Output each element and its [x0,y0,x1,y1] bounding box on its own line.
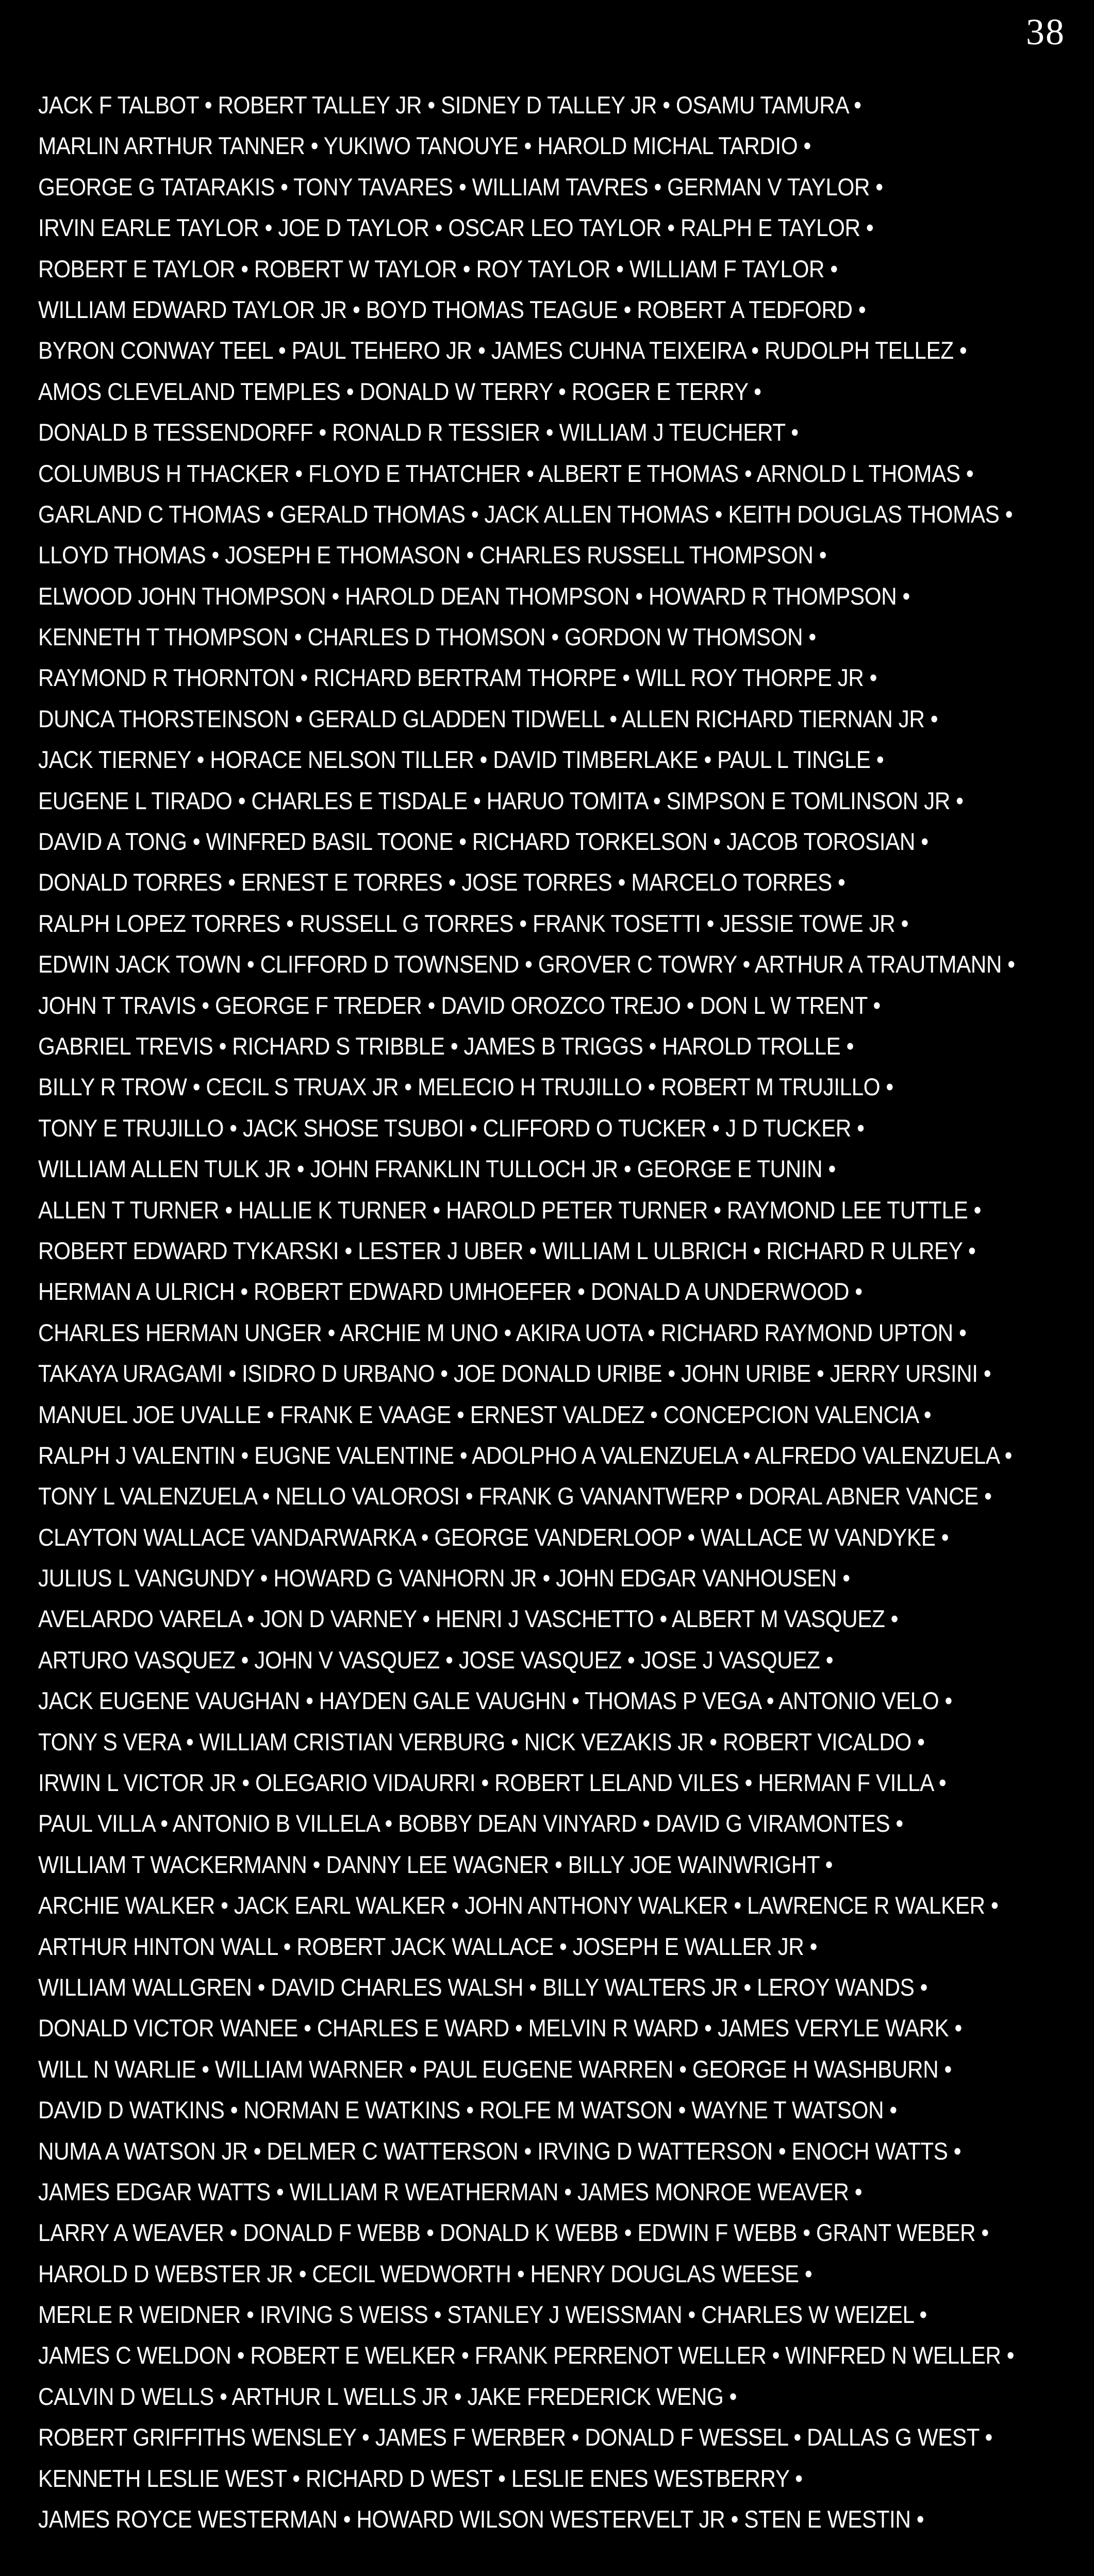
name-line: DONALD TORRES • ERNEST E TORRES • JOSE TORRES • MARCELO TORRES • [38,868,846,896]
name-line: IRVIN EARLE TAYLOR • JOE D TAYLOR • OSCAR LEO TAYLOR • RALPH E TAYLOR • [38,214,874,242]
name-line: ROBERT EDWARD TYKARSKI • LESTER J UBER • WILLIAM L ULBRICH • RICHARD R ULREY • [38,1236,976,1264]
name-line: AVELARDO VARELA • JON D VARNEY • HENRI J VASCHETTO • ALBERT M VASQUEZ • [38,1605,899,1633]
name-line: DONALD VICTOR WANEE • CHARLES E WARD • MELVIN R WARD • JAMES VERYLE WARK • [38,2014,962,2042]
name-line: AMOS CLEVELAND TEMPLES • DONALD W TERRY • ROGER E TERRY • [38,377,761,405]
name-line: JAMES EDGAR WATTS • WILLIAM R WEATHERMAN • JAMES MONROE WEAVER • [38,2178,863,2205]
name-line: WILLIAM WALLGREN • DAVID CHARLES WALSH • BILLY WALTERS JR • LEROY WANDS • [38,1973,928,2001]
name-line: DAVID A TONG • WINFRED BASIL TOONE • RICHARD TORKELSON • JACOB TOROSIAN • [38,828,929,856]
names-list [38,85,1090,2539]
name-line: JACK F TALBOT • ROBERT TALLEY JR • SIDNEY D TALLEY JR • OSAMU TAMURA • [38,91,861,119]
name-line: DAVID D WATKINS • NORMAN E WATKINS • ROLFE M WATSON • WAYNE T WATSON • [38,2096,897,2124]
name-line: WILL N WARLIE • WILLIAM WARNER • PAUL EUGENE WARREN • GEORGE H WASHBURN • [38,2055,952,2083]
name-line: TONY S VERA • WILLIAM CRISTIAN VERBURG • NICK VEZAKIS JR • ROBERT VICALDO • [38,1728,925,1755]
name-line: ARTHUR HINTON WALL • ROBERT JACK WALLACE • JOSEPH E WALLER JR • [38,1932,818,1960]
name-line: ROBERT GRIFFITHS WENSLEY • JAMES F WERBER • DONALD F WESSEL • DALLAS G WEST • [38,2423,992,2451]
name-line: IRWIN L VICTOR JR • OLEGARIO VIDAURRI • ROBERT LELAND VILES • HERMAN F VILLA • [38,1769,947,1797]
name-line: TONY E TRUJILLO • JACK SHOSE TSUBOI • CLIFFORD O TUCKER • J D TUCKER • [38,1114,865,1142]
name-line: CLAYTON WALLACE VANDARWARKA • GEORGE VANDERLOOP • WALLACE W VANDYKE • [38,1523,949,1551]
name-line: PAUL VILLA • ANTONIO B VILLELA • BOBBY DEAN VINYARD • DAVID G VIRAMONTES • [38,1810,903,1837]
page-number: 38 [1026,11,1065,53]
name-line: EUGENE L TIRADO • CHARLES E TISDALE • HARUO TOMITA • SIMPSON E TOMLINSON JR • [38,787,964,814]
name-line: DONALD B TESSENDORFF • RONALD R TESSIER • WILLIAM J TEUCHERT • [38,419,799,446]
name-line: JOHN T TRAVIS • GEORGE F TREDER • DAVID OROZCO TREJO • DON L W TRENT • [38,991,881,1019]
name-line: MARLIN ARTHUR TANNER • YUKIWO TANOUYE • HAROLD MICHAL TARDIO • [38,132,811,160]
name-line: ALLEN T TURNER • HALLIE K TURNER • HAROLD PETER TURNER • RAYMOND LEE TUTTLE • [38,1196,982,1224]
name-line: WILLIAM ALLEN TULK JR • JOHN FRANKLIN TULLOCH JR • GEORGE E TUNIN • [38,1155,836,1183]
name-line: LLOYD THOMAS • JOSEPH E THOMASON • CHARLES RUSSELL THOMPSON • [38,541,827,569]
name-line: ELWOOD JOHN THOMPSON • HAROLD DEAN THOMPSON • HOWARD R THOMPSON • [38,582,910,610]
name-line: JACK TIERNEY • HORACE NELSON TILLER • DAVID TIMBERLAKE • PAUL L TINGLE • [38,746,884,774]
name-line: JAMES C WELDON • ROBERT E WELKER • FRANK PERRENOT WELLER • WINFRED N WELLER • [38,2341,1015,2369]
name-line: BILLY R TROW • CECIL S TRUAX JR • MELECIO H TRUJILLO • ROBERT M TRUJILLO • [38,1073,893,1101]
name-line: RAYMOND R THORNTON • RICHARD BERTRAM THORPE • WILL ROY THORPE JR • [38,664,877,692]
name-line: NUMA A WATSON JR • DELMER C WATTERSON • IRVING D WATTERSON • ENOCH WATTS • [38,2137,962,2165]
name-line: WILLIAM EDWARD TAYLOR JR • BOYD THOMAS TEAGUE • ROBERT A TEDFORD • [38,295,866,323]
name-line: WILLIAM T WACKERMANN • DANNY LEE WAGNER • BILLY JOE WAINWRIGHT • [38,1850,833,1878]
name-line: ROBERT E TAYLOR • ROBERT W TAYLOR • ROY TAYLOR • WILLIAM F TAYLOR • [38,255,838,282]
name-line: TONY L VALENZUELA • NELLO VALOROSI • FRANK G VANANTWERP • DORAL ABNER VANCE • [38,1482,992,1510]
name-line: EDWIN JACK TOWN • CLIFFORD D TOWNSEND • GROVER C TOWRY • ARTHUR A TRAUTMANN • [38,950,1015,978]
name-line: JULIUS L VANGUNDY • HOWARD G VANHORN JR • JOHN EDGAR VANHOUSEN • [38,1564,850,1592]
name-line: RALPH LOPEZ TORRES • RUSSELL G TORRES • FRANK TOSETTI • JESSIE TOWE JR • [38,909,908,937]
name-line: BYRON CONWAY TEEL • PAUL TEHERO JR • JAMES CUHNA TEIXEIRA • RUDOLPH TELLEZ • [38,337,967,364]
name-line: KENNETH T THOMPSON • CHARLES D THOMSON • GORDON W THOMSON • [38,623,816,651]
name-line: RALPH J VALENTIN • EUGNE VALENTINE • ADOLPHO A VALENZUELA • ALFREDO VALENZUELA • [38,1441,1012,1469]
name-line: GARLAND C THOMAS • GERALD THOMAS • JACK ALLEN THOMAS • KEITH DOUGLAS THOMAS • [38,500,1013,528]
name-line: ARTURO VASQUEZ • JOHN V VASQUEZ • JOSE VASQUEZ • JOSE J VASQUEZ • [38,1646,834,1674]
name-line: LARRY A WEAVER • DONALD F WEBB • DONALD K WEBB • EDWIN F WEBB • GRANT WEBER • [38,2219,989,2247]
name-line: KENNETH LESLIE WEST • RICHARD D WEST • LESLIE ENES WESTBERRY • [38,2464,803,2492]
name-line: DUNCA THORSTEINSON • GERALD GLADDEN TIDWELL • ALLEN RICHARD TIERNAN JR • [38,705,938,732]
name-line: MERLE R WEIDNER • IRVING S WEISS • STANLEY J WEISSMAN • CHARLES W WEIZEL • [38,2301,927,2329]
name-line: MANUEL JOE UVALLE • FRANK E VAAGE • ERNEST VALDEZ • CONCEPCION VALENCIA • [38,1400,932,1428]
name-line: JACK EUGENE VAUGHAN • HAYDEN GALE VAUGHN • THOMAS P VEGA • ANTONIO VELO • [38,1687,952,1715]
name-line: ARCHIE WALKER • JACK EARL WALKER • JOHN ANTHONY WALKER • LAWRENCE R WALKER • [38,1892,999,1919]
name-line: TAKAYA URAGAMI • ISIDRO D URBANO • JOE DONALD URIBE • JOHN URIBE • JERRY URSINI • [38,1360,991,1387]
name-line: GEORGE G TATARAKIS • TONY TAVARES • WILLIAM TAVRES • GERMAN V TAYLOR • [38,173,883,200]
name-line: COLUMBUS H THACKER • FLOYD E THATCHER • ALBERT E THOMAS • ARNOLD L THOMAS • [38,459,974,487]
name-line: CHARLES HERMAN UNGER • ARCHIE M UNO • AKIRA UOTA • RICHARD RAYMOND UPTON • [38,1318,967,1346]
name-line: CALVIN D WELLS • ARTHUR L WELLS JR • JAKE FREDERICK WENG • [38,2382,737,2410]
name-line: HAROLD D WEBSTER JR • CECIL WEDWORTH • HENRY DOUGLAS WEESE • [38,2260,813,2287]
name-line: HERMAN A ULRICH • ROBERT EDWARD UMHOEFER • DONALD A UNDERWOOD • [38,1278,863,1306]
name-line: GABRIEL TREVIS • RICHARD S TRIBBLE • JAMES B TRIGGS • HAROLD TROLLE • [38,1032,854,1060]
name-line: JAMES ROYCE WESTERMAN • HOWARD WILSON WESTERVELT JR • STEN E WESTIN • [38,2505,924,2533]
